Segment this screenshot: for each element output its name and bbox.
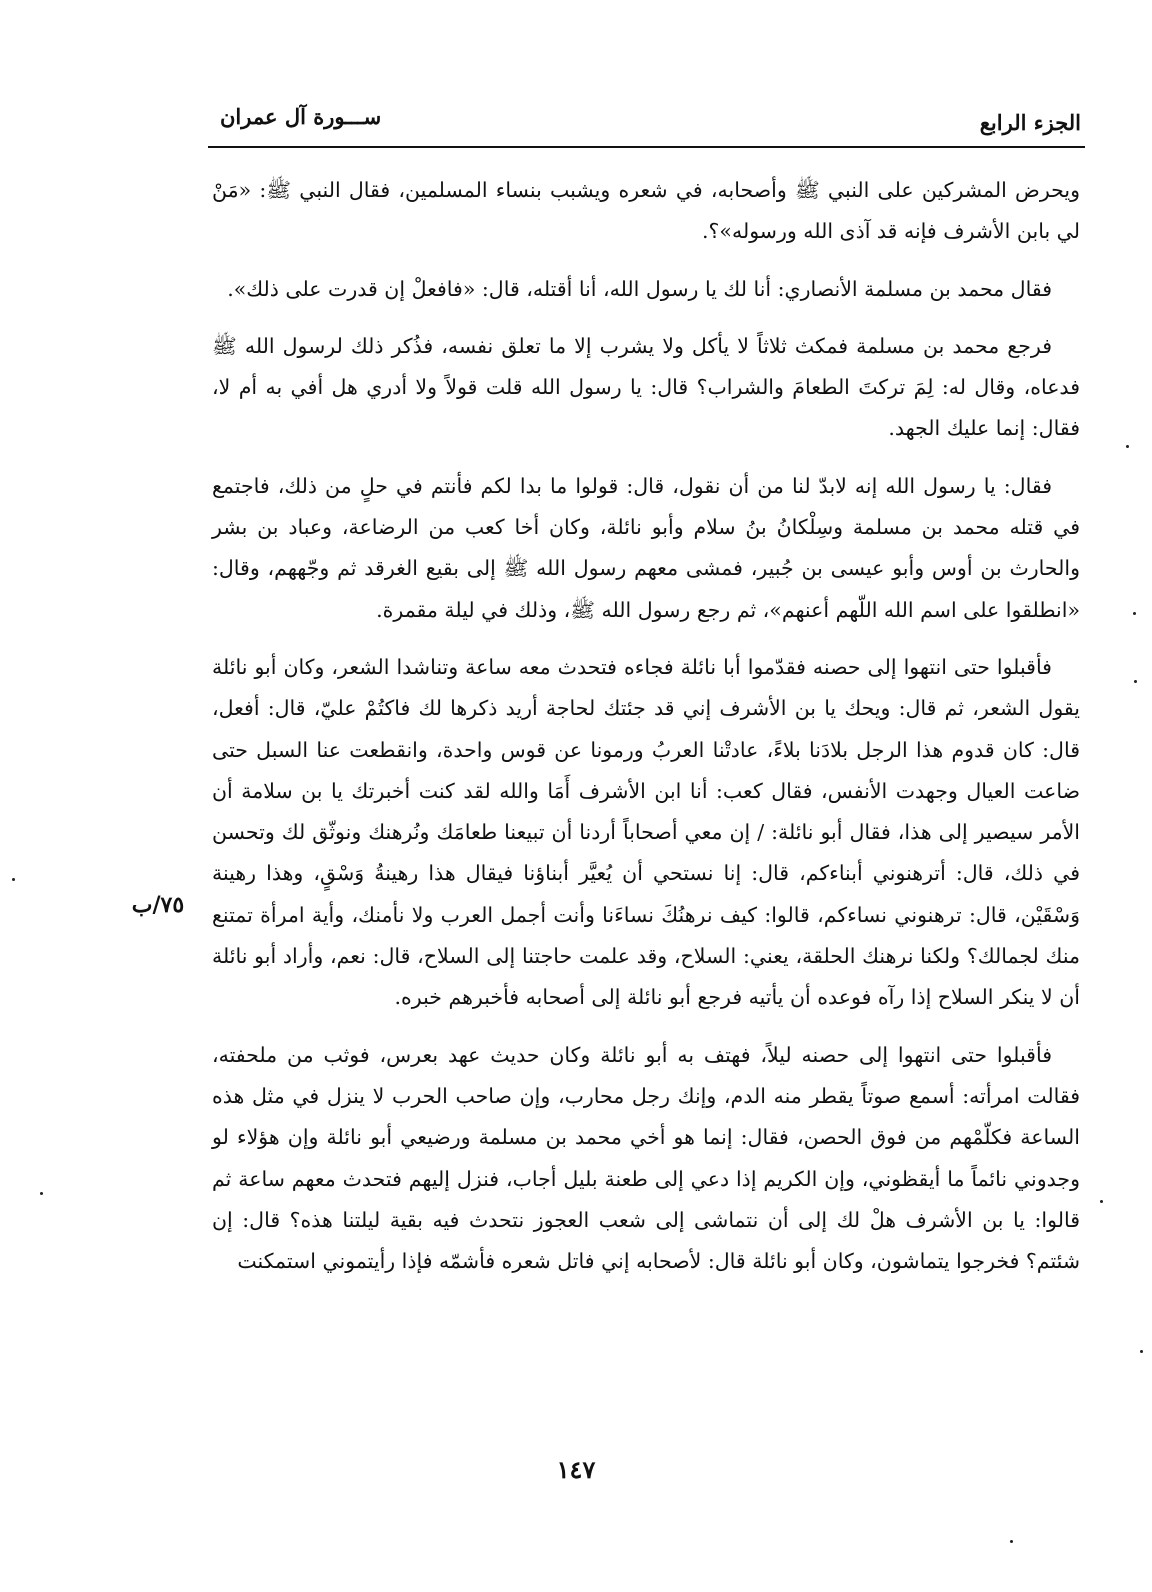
page-number: ١٤٧ bbox=[556, 1455, 596, 1484]
paragraph: فأقبلوا حتى انتهوا إلى حصنه ليلاً، فهتف به أبو نائلة وكان حديث عهد بعرس، فوثب من ملحفته، فقالت امرأته: أسمع صوتاً يقطر منه الدم، وإنك رجل محارب، وإن صاحب الحرب لا ينزل في مثل هذه الساعة فكلّمْهم من فوق الحصن، فقال: إنما هو أخي محمد بن مسلمة ورضيعي أبو نائلة وإن هؤلاء لو وجدوني نائماً ما أيقظوني، وإن الكريم إذا دعي إلى طعنة بليل أجاب، فنزل إليهم فتحدث معهم ساعة ثم قالوا: يا بن الأشرف هلْ لك إلى أن نتماشى إلى شعب العجوز نتحدث فيه بقية ليلتنا هذه؟ قال: إن شئتم؟ فخرجوا يتماشون، وكان أبو نائلة قال: لأصحابه إني فاتل شعره فأشمّه فإذا رأيتموني استمكنت bbox=[212, 1042, 1080, 1274]
scan-speck bbox=[1010, 1540, 1013, 1543]
surah-title: ســـورة آل عمران bbox=[220, 104, 382, 129]
scan-speck bbox=[12, 878, 15, 881]
running-header bbox=[208, 98, 1085, 138]
scan-speck bbox=[40, 1192, 43, 1195]
scan-speck bbox=[1133, 612, 1136, 615]
scan-speck bbox=[1134, 680, 1137, 683]
part-title: الجزء الرابع bbox=[979, 110, 1081, 135]
paragraph: فرجع محمد بن مسلمة فمكث ثلاثاً لا يأكل ولا يشرب إلا ما تعلق نفسه، فذُكر ذلك لرسول الله ﷺ فدعاه، وقال له: لِمَ تركتَ الطعامَ والشراب؟ قال: يا رسول الله قلت قولاً ولا أدري هل أفي به أم لا، فقال: إنما عليك الجهد. bbox=[212, 333, 1080, 441]
header-rule bbox=[208, 146, 1085, 148]
scan-speck bbox=[1100, 1200, 1103, 1203]
paragraph: فأقبلوا حتى انتهوا إلى حصنه فقدّموا أبا نائلة فجاءه فتحدث معه ساعة وتناشدا الشعر، وكان أبو نائلة يقول الشعر، ثم قال: ويحك يا بن الأشرف إني قد جئتك لحاجة أريد ذكرها لك فاكتُمْ عليّ، قال: أفعل، قال: كان قدوم هذا الرجل بلادَنا بلاءً، عادتْنا العربُ ورمونا عن قوس واحدة، وانقطعت عنا السبل حتى ضاعت العيال وجهدت الأنفس، فقال كعب: أنا ابن الأشرف أَمَا والله لقد كنت أخبرتك يا بن سلامة أن الأمر سيصير إلى هذا، فقال أبو نائلة: / إن معي أصحاباً أردنا أن تبيعنا طعامَك ونُرهنك ونوثّق لك وتحسن في ذلك، قال: أترهنوني أبناءكم، قال: إنا نستحي أن يُعيَّر أبناؤنا فيقال هذا رهينةُ وَسْقٍ، وهذا رهينة وَسْقَيْن، قال: ترهنوني نساءكم، قالوا: كيف نرهنُكَ نساءَنا وأنت أجمل العرب ولا نأمنك، وأية امرأة تمتنع منك لجمالك؟ ولكنا نرهنك الحلقة، يعني: السلاح، وقد علمت حاجتنا إلى السلاح، قال: نعم، وأراد أبو نائلة أن لا ينكر السلاح إذا رآه فوعده أن يأتيه فرجع أبو نائلة إلى أصحابه فأخبرهم خبره. bbox=[212, 654, 1080, 1010]
scan-speck bbox=[1140, 1350, 1143, 1353]
manuscript-folio-note: ٧٥/ب bbox=[131, 892, 185, 918]
paragraph: فقال: يا رسول الله إنه لابدّ لنا من أن نقول، قال: قولوا ما بدا لكم فأنتم في حلٍ من ذلك، فاجتمع في قتله محمد بن مسلمة وسِلْكانُ بنُ سلام وأبو نائلة، وكان أخا كعب من الرضاعة، وعباد بن بشر والحارث بن أوس وأبو عيسى بن جُبير، فمشى معهم رسول الله ﷺ إلى بقيع الغرقد ثم وجّههم، وقال: «انطلقوا على اسم الله اللّهم أعنهم»، ثم رجع رسول الله ﷺ، وذلك في ليلة مقمرة. bbox=[212, 473, 1080, 622]
paragraph: فقال محمد بن مسلمة الأنصاري: أنا لك يا رسول الله، أنا أقتله، قال: «فافعلْ إن قدرت على ذلك». bbox=[227, 276, 1052, 301]
scan-speck bbox=[1126, 445, 1129, 448]
paragraph: ويحرض المشركين على النبي ﷺ وأصحابه، في شعره ويشبب بنساء المسلمين، فقال النبي ﷺ: «مَنْ لي بابن الأشرف فإنه قد آذى الله ورسوله»؟. bbox=[212, 178, 1080, 244]
body-text bbox=[212, 170, 1080, 1298]
